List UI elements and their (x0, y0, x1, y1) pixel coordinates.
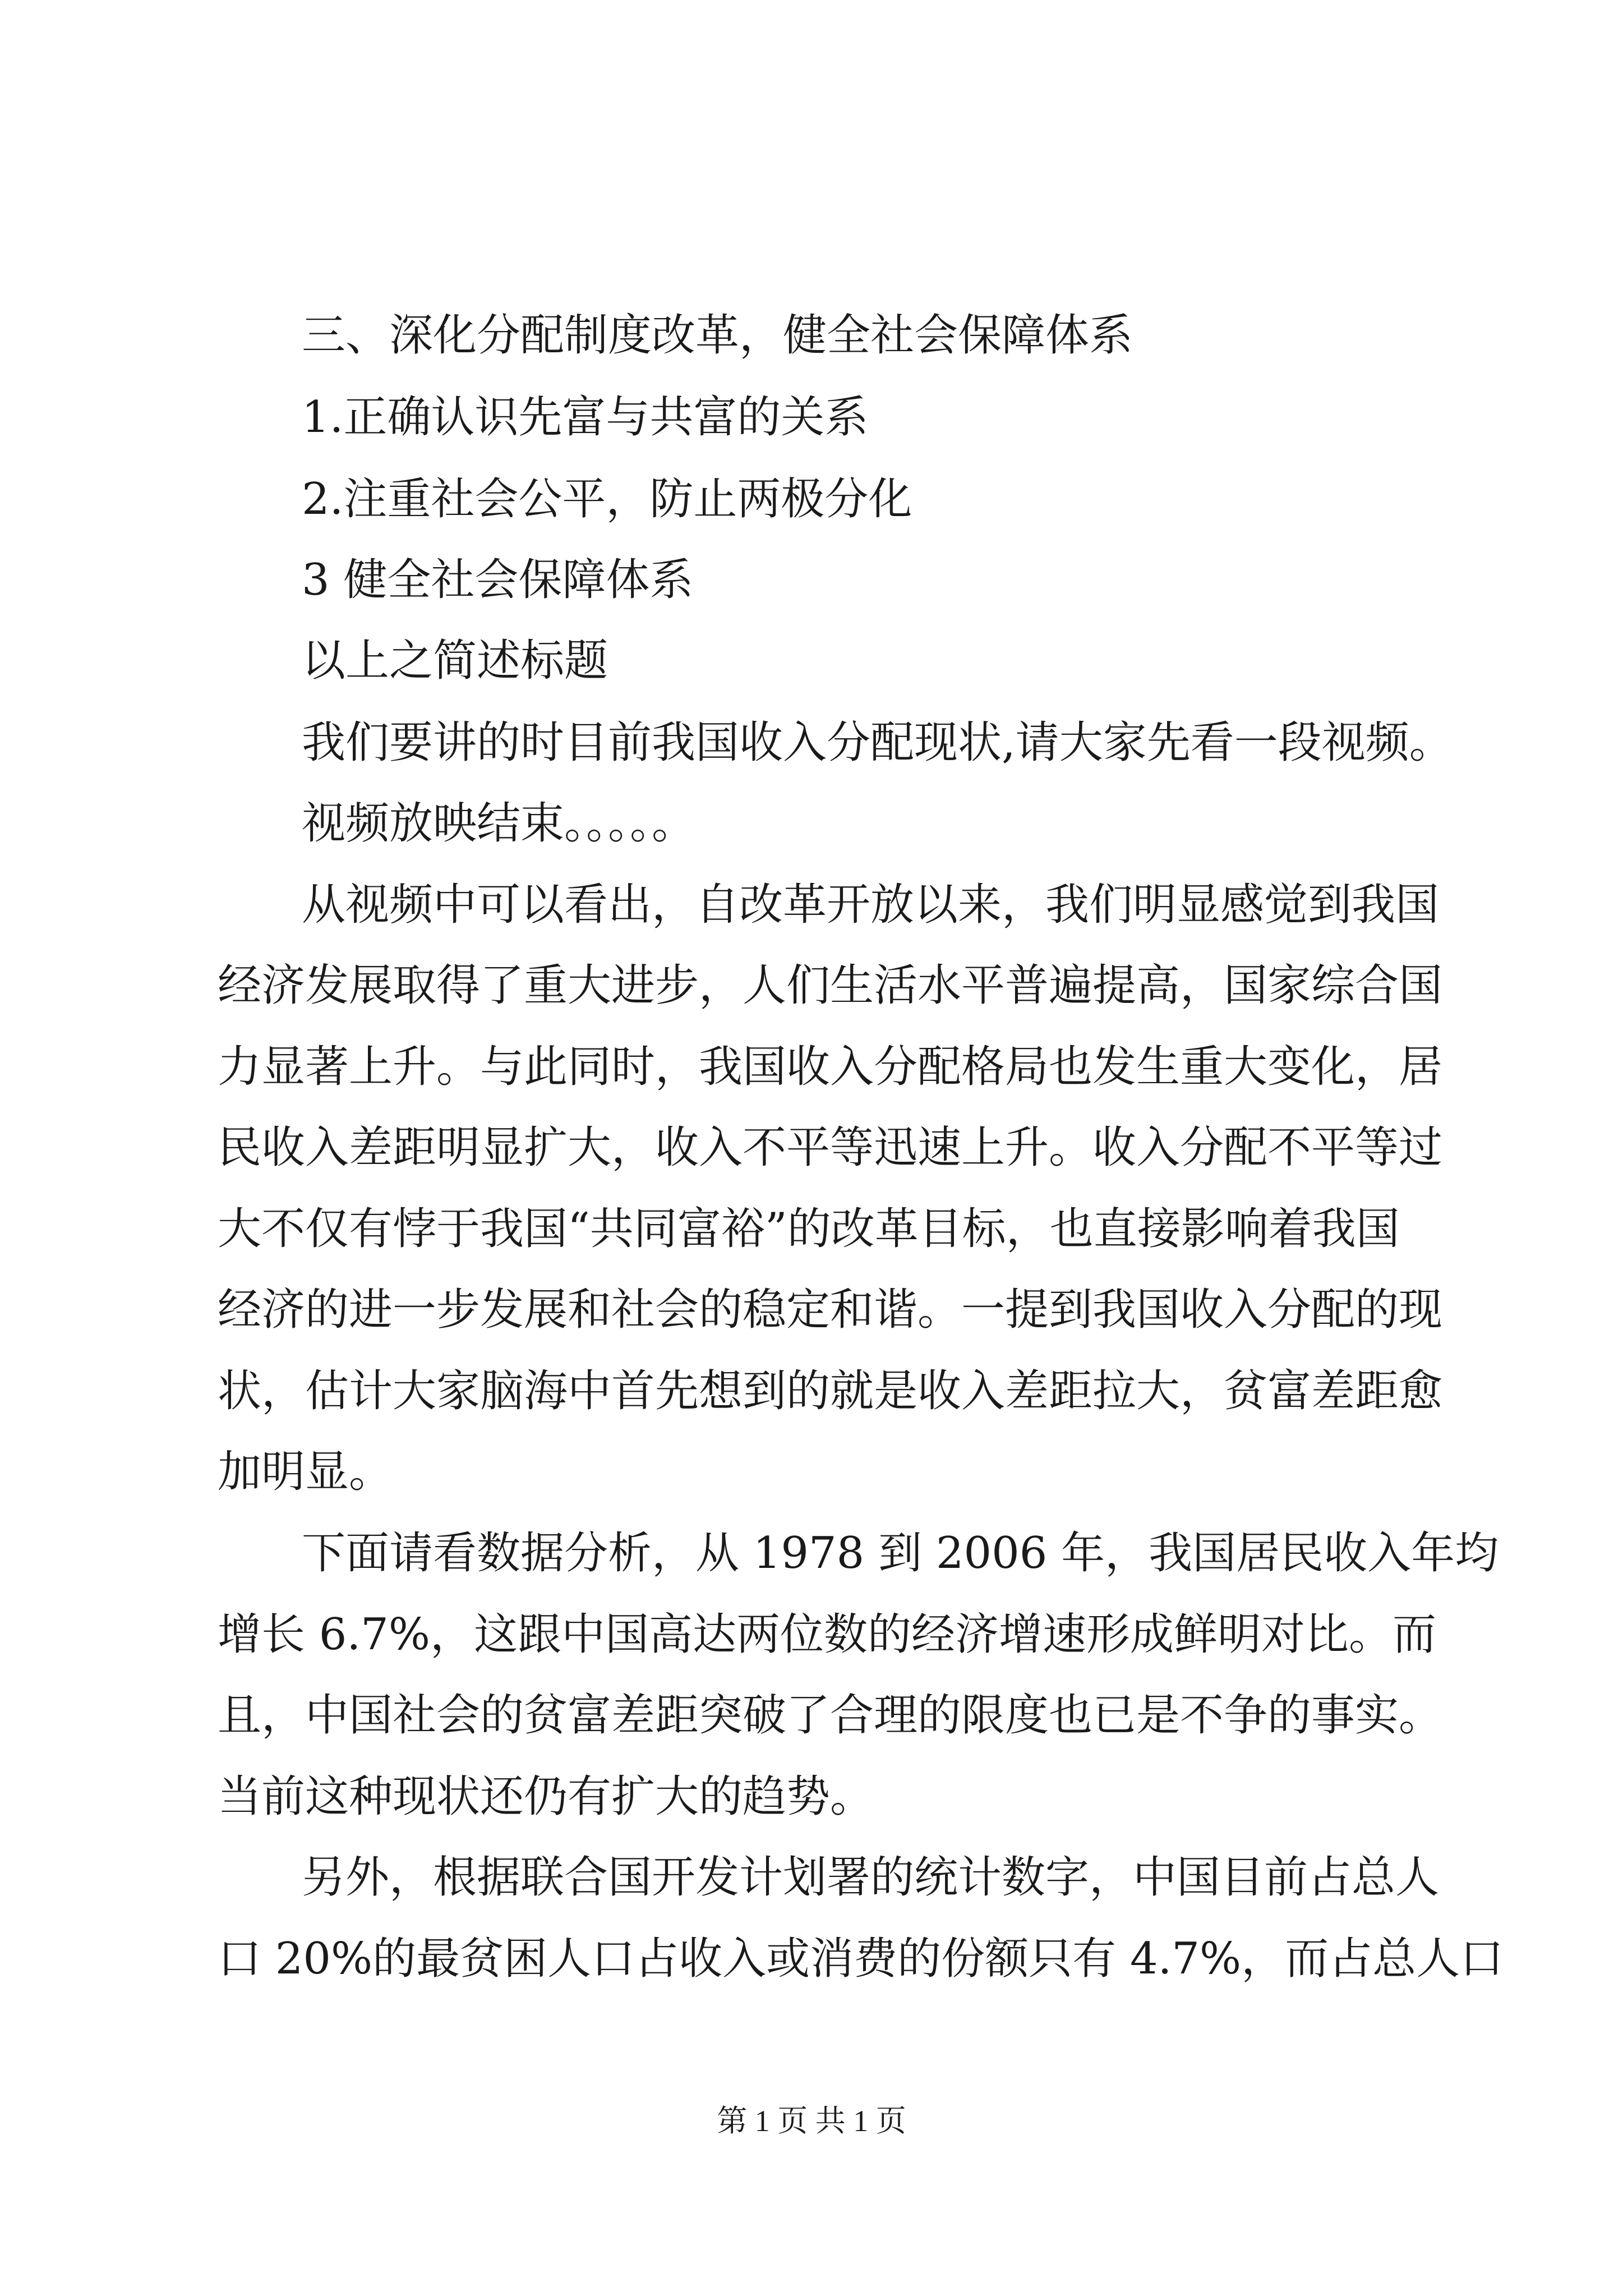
paragraph-line: 加明显。 (218, 1447, 393, 1497)
outline-note: 以上之简述标题 (302, 636, 608, 686)
paragraph-line: 另外，根据联合国开发计划署的统计数字，中国目前占总人 (302, 1852, 1440, 1903)
section-heading: 三、深化分配制度改革，健全社会保障体系 (302, 310, 1133, 361)
paragraph-line: 增长 6.7%，这跟中国高达两位数的经济增速形成鲜明对比。而 (218, 1609, 1436, 1660)
paragraph-line: 当前这种现状还仍有扩大的趋势。 (218, 1772, 874, 1822)
outline-item-1: 1.正确认识先富与共富的关系 (302, 392, 869, 443)
paragraph-line: 大不仅有悖于我国“共同富裕”的改革目标，也直接影响着我国 (218, 1204, 1400, 1254)
paragraph-line: 下面请看数据分析，从 1978 到 2006 年，我国居民收入年均 (302, 1528, 1499, 1579)
paragraph-line: 且，中国社会的贫富差距突破了合理的限度也已是不争的事实。 (218, 1690, 1443, 1741)
paragraph-line: 口 20%的最贫困人口占收入或消费的份额只有 4.7%，而占总人口 (218, 1934, 1504, 1984)
page-footer: 第 1 页 共 1 页 (717, 2104, 906, 2138)
outline-item-3: 3 健全社会保障体系 (302, 555, 694, 605)
intro-line: 我们要讲的时目前我国收入分配现状,请大家先看一段视频。 (302, 717, 1453, 768)
paragraph-line: 力显著上升。与此同时，我国收入分配格局也发生重大变化，居 (218, 1042, 1443, 1092)
outline-item-2: 2.注重社会公平，防止两极分化 (302, 474, 912, 524)
paragraph-line: 状，估计大家脑海中首先想到的就是收入差距拉大，贫富差距愈 (218, 1366, 1443, 1416)
video-end-line: 视频放映结束。。。。。 (302, 798, 696, 849)
paragraph-line: 从视频中可以看出，自改革开放以来，我们明显感觉到我国 (302, 880, 1440, 930)
paragraph-line: 经济发展取得了重大进步，人们生活水平普遍提高，国家综合国 (218, 960, 1443, 1011)
paragraph-line: 民收入差距明显扩大，收入不平等迅速上升。收入分配不平等过 (218, 1122, 1443, 1173)
paragraph-line: 经济的进一步发展和社会的稳定和谐。一提到我国收入分配的现 (218, 1285, 1443, 1335)
